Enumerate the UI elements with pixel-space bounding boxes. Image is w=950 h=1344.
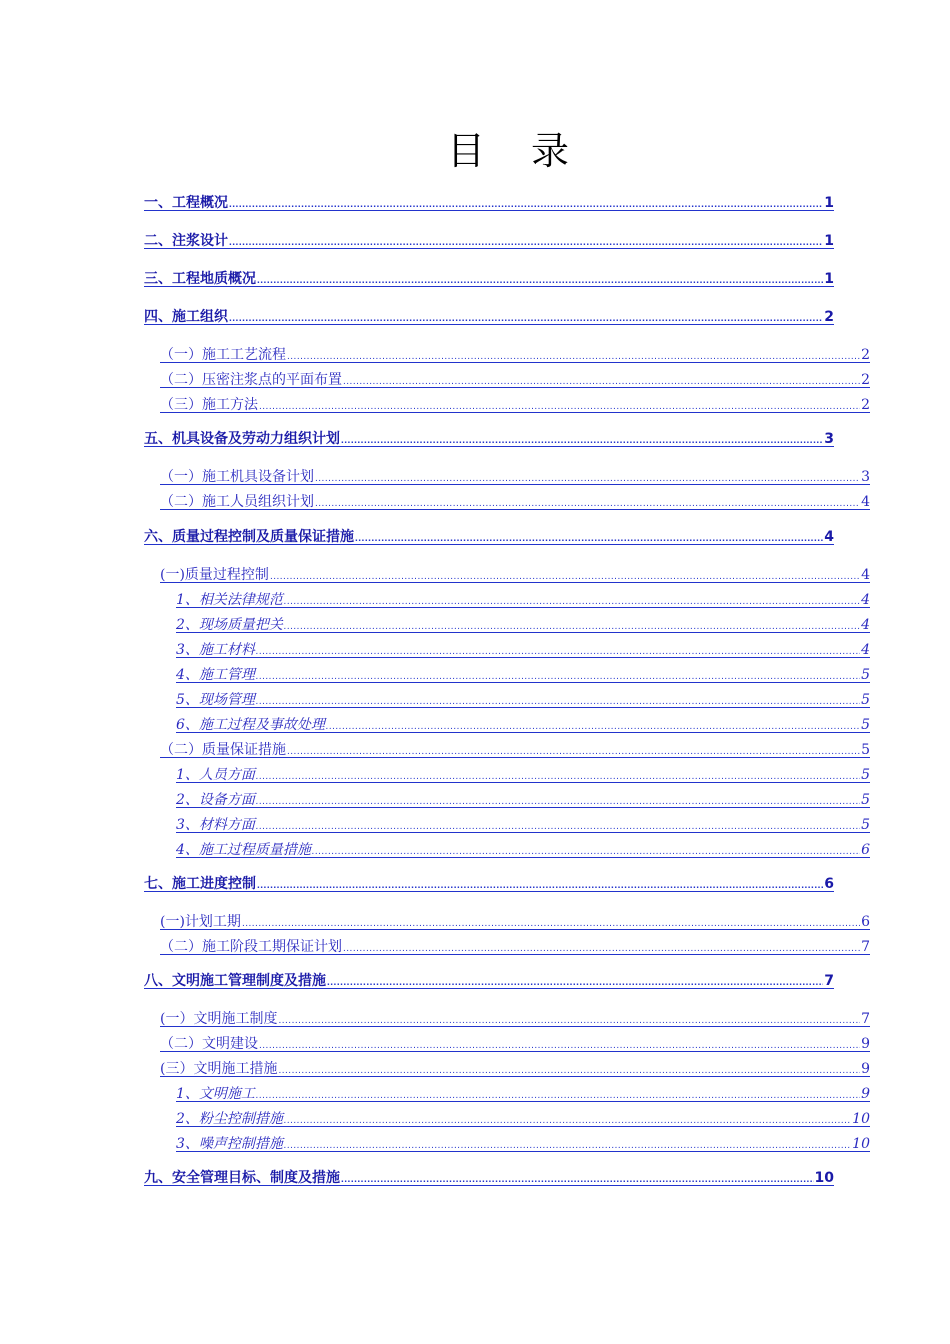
toc-entry-subsection[interactable] — [160, 373, 870, 388]
toc-entry-text: 八、文明施工管理制度及措施 — [144, 973, 326, 989]
toc-entry-section-1[interactable] — [144, 196, 834, 211]
toc-leader-dots — [257, 881, 823, 891]
toc-entry-text: 2、现场质量把关 — [176, 617, 283, 633]
toc-page-number: 2 — [824, 309, 834, 325]
toc-entry-item[interactable] — [176, 843, 870, 858]
toc-entry-text: 四、施工组织 — [144, 309, 228, 325]
toc-leader-dots — [287, 747, 860, 757]
toc-entry-text: （二）施工人员组织计划 — [160, 494, 314, 510]
toc-entry-section-9[interactable] — [144, 1171, 834, 1186]
toc-entry-item[interactable] — [176, 593, 870, 608]
toc-page-number: 7 — [861, 1011, 870, 1027]
toc-page-number: 4 — [861, 642, 870, 658]
toc-leader-dots — [229, 200, 823, 210]
toc-page-number: 9 — [861, 1086, 870, 1102]
toc-entry-item[interactable] — [176, 643, 870, 658]
toc-page-number: 5 — [861, 717, 870, 733]
toc-page-number: 10 — [852, 1111, 870, 1127]
toc-leader-dots — [256, 822, 860, 832]
toc-entry-subsection[interactable] — [160, 940, 870, 955]
toc-leader-dots — [256, 1091, 860, 1101]
toc-entry-text: (一)计划工期 — [160, 914, 241, 930]
toc-page-number: 5 — [861, 667, 870, 683]
toc-page-number: 10 — [814, 1170, 834, 1186]
toc-entry-section-8[interactable] — [144, 974, 834, 989]
toc-page-number: 5 — [861, 792, 870, 808]
toc-entry-item[interactable] — [176, 818, 870, 833]
toc-entry-text: 3、材料方面 — [176, 817, 255, 833]
toc-entry-subsection[interactable] — [160, 398, 870, 413]
toc-entry-item[interactable] — [176, 693, 870, 708]
toc-entry-text: 五、机具设备及劳动力组织计划 — [144, 431, 340, 447]
toc-entry-subsection[interactable] — [160, 915, 870, 930]
toc-entry-text: 5、现场管理 — [176, 692, 255, 708]
toc-page-number: 5 — [861, 742, 870, 758]
toc-entry-subsection[interactable] — [160, 1037, 870, 1052]
toc-entry-text: 2、粉尘控制措施 — [176, 1111, 283, 1127]
toc-entry-subsection[interactable] — [160, 568, 870, 583]
toc-page-number: 5 — [861, 817, 870, 833]
toc-page-number: 7 — [824, 973, 834, 989]
toc-leader-dots — [341, 436, 823, 446]
toc-leader-dots — [312, 847, 860, 857]
toc-entry-item[interactable] — [176, 1087, 870, 1102]
toc-page-number: 9 — [861, 1036, 870, 1052]
toc-page-number: 4 — [861, 617, 870, 633]
toc-leader-dots — [287, 352, 860, 362]
toc-entry-text: 九、安全管理目标、制度及措施 — [144, 1170, 340, 1186]
toc-entry-text: 4、施工管理 — [176, 667, 255, 683]
toc-leader-dots — [278, 1016, 860, 1026]
toc-leader-dots — [341, 1175, 814, 1185]
toc-entry-text: 1、人员方面 — [176, 767, 255, 783]
toc-leader-dots — [284, 622, 860, 632]
toc-entry-text: 1、相关法律规范 — [176, 592, 283, 608]
toc-leader-dots — [284, 597, 860, 607]
toc-entry-subsection[interactable] — [160, 1062, 870, 1077]
toc-page-number: 7 — [861, 939, 870, 955]
toc-leader-dots — [256, 672, 860, 682]
toc-leader-dots — [327, 978, 823, 988]
toc-leader-dots — [270, 572, 860, 582]
toc-entry-text: （三）施工方法 — [160, 397, 258, 413]
toc-entry-subsection[interactable] — [160, 1012, 870, 1027]
toc-page-number: 2 — [861, 347, 870, 363]
toc-page-number: 6 — [861, 842, 870, 858]
toc-leader-dots — [256, 647, 860, 657]
toc-entry-subsection[interactable] — [160, 348, 870, 363]
toc-entry-text: 六、质量过程控制及质量保证措施 — [144, 529, 354, 545]
toc-page-number: 3 — [861, 469, 870, 485]
toc-entry-text: (一）文明施工制度 — [160, 1011, 278, 1027]
toc-entry-section-4[interactable] — [144, 310, 834, 325]
toc-leader-dots — [278, 1066, 860, 1076]
toc-page-number: 1 — [824, 271, 834, 287]
toc-page-number: 6 — [824, 876, 834, 892]
toc-leader-dots — [343, 944, 860, 954]
toc-leader-dots — [355, 534, 823, 544]
toc-leader-dots — [257, 276, 823, 286]
toc-entry-text: 二、注浆设计 — [144, 233, 228, 249]
toc-entry-item[interactable] — [176, 793, 870, 808]
toc-page-number: 9 — [861, 1061, 870, 1077]
toc-page-number: 4 — [861, 494, 870, 510]
toc-entry-section-2[interactable] — [144, 234, 834, 249]
page-title: 目 录 — [446, 129, 573, 173]
toc-entry-text: 3、施工材料 — [176, 642, 255, 658]
toc-entry-text: （一）施工工艺流程 — [160, 347, 286, 363]
toc-entry-item[interactable] — [176, 1137, 870, 1152]
toc-entry-section-3[interactable] — [144, 272, 834, 287]
toc-page-number: 10 — [852, 1136, 870, 1152]
toc-entry-text: （二）质量保证措施 — [160, 742, 286, 758]
toc-entry-text: 3、噪声控制措施 — [176, 1136, 283, 1152]
toc-leader-dots — [256, 797, 860, 807]
toc-page-number: 4 — [861, 567, 870, 583]
toc-entry-subsection[interactable] — [160, 495, 870, 510]
toc-page-number: 1 — [824, 233, 834, 249]
toc-page-number: 1 — [824, 195, 834, 211]
toc-entry-text: 4、施工过程质量措施 — [176, 842, 311, 858]
toc-leader-dots — [259, 1041, 860, 1051]
toc-entry-item[interactable] — [176, 618, 870, 633]
toc-entry-section-6[interactable] — [144, 530, 834, 545]
toc-leader-dots — [315, 499, 860, 509]
toc-entry-item[interactable] — [176, 768, 870, 783]
toc-entry-item[interactable] — [176, 1112, 870, 1127]
toc-page-number: 5 — [861, 692, 870, 708]
toc-leader-dots — [229, 238, 823, 248]
toc-entry-text: （二）施工阶段工期保证计划 — [160, 939, 342, 955]
toc-leader-dots — [326, 722, 860, 732]
toc-page-number: 5 — [861, 767, 870, 783]
toc-entry-text: 一、工程概况 — [144, 195, 228, 211]
toc-entry-text: 七、施工进度控制 — [144, 876, 256, 892]
toc-entry-text: 1、文明施工 — [176, 1086, 255, 1102]
toc-entry-item[interactable] — [176, 718, 870, 733]
toc-leader-dots — [242, 919, 860, 929]
toc-leader-dots — [259, 402, 860, 412]
toc-page-number: 2 — [861, 372, 870, 388]
toc-leader-dots — [256, 772, 860, 782]
toc-leader-dots — [315, 474, 860, 484]
toc-entry-text: （二）压密注浆点的平面布置 — [160, 372, 342, 388]
toc-entry-text: (一)质量过程控制 — [160, 567, 269, 583]
toc-leader-dots — [343, 377, 860, 387]
toc-page-number: 6 — [861, 914, 870, 930]
toc-entry-item[interactable] — [176, 668, 870, 683]
toc-leader-dots — [284, 1116, 851, 1126]
toc-page-number: 3 — [824, 431, 834, 447]
toc-page-number: 2 — [861, 397, 870, 413]
toc-page-number: 4 — [824, 529, 834, 545]
toc-leader-dots — [229, 314, 823, 324]
toc-entry-text: 6、施工过程及事故处理 — [176, 717, 325, 733]
toc-entry-text: (三）文明施工措施 — [160, 1061, 278, 1077]
toc-entry-subsection[interactable] — [160, 470, 870, 485]
toc-entry-text: 2、设备方面 — [176, 792, 255, 808]
toc-leader-dots — [284, 1141, 851, 1151]
toc-page-number: 4 — [861, 592, 870, 608]
toc-entry-section-7[interactable] — [144, 877, 834, 892]
toc-entry-text: 三、工程地质概况 — [144, 271, 256, 287]
toc-entry-text: （一）施工机具设备计划 — [160, 469, 314, 485]
toc-entry-text: （二）文明建设 — [160, 1036, 258, 1052]
toc-entry-section-5[interactable] — [144, 432, 834, 447]
toc-entry-subsection[interactable] — [160, 743, 870, 758]
toc-leader-dots — [256, 697, 860, 707]
